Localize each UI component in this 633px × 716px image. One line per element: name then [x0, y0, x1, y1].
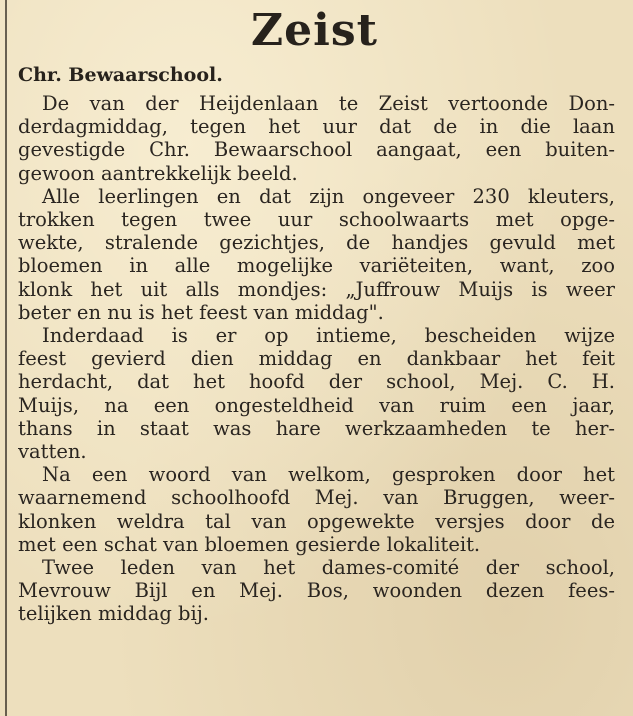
- article-line: gevestigde Chr. Bewaarschool aangaat, een buiten-: [18, 138, 615, 162]
- article-line: waarnemend schoolhoofd Mej. van Bruggen, weer-: [18, 486, 615, 510]
- article-line: klonk het uit alls mondjes: „Juffrouw Muijs is weer: [18, 277, 615, 301]
- article-line: telijken middag bij.: [18, 602, 209, 626]
- article-line: met een schat van bloemen gesierde lokaliteit.: [18, 532, 481, 556]
- article-line: beter en nu is het feest van middag".: [18, 300, 384, 324]
- article-subheading: Chr. Bewaarschool.: [18, 64, 223, 86]
- column-rule: [5, 0, 7, 716]
- article-line: klonken weldra tal van opgewekte versjes door de: [18, 509, 615, 533]
- page-title: Zeist: [251, 5, 378, 56]
- article-line: De van der Heijdenlaan te Zeist vertoonde Don-: [42, 92, 615, 115]
- article-line: vatten.: [18, 440, 87, 464]
- article-line: derdagmiddag, tegen het uur dat de in die laan: [18, 115, 615, 139]
- article-line: thans in staat was hare werkzaamheden te her-: [18, 416, 615, 440]
- article-line: herdacht, dat het hoofd der school, Mej. C. H.: [18, 370, 615, 394]
- article-line: feest gevierd dien middag en dankbaar het feit: [18, 347, 615, 371]
- article-line: Na een woord van welkom, gesproken door het: [42, 463, 615, 487]
- article-line: bloemen in alle mogelijke variëteiten, want, zoo: [18, 254, 615, 278]
- article-body: [18, 92, 615, 626]
- article-line: Mevrouw Bijl en Mej. Bos, woonden dezen fees-: [18, 579, 615, 603]
- article-line: Muijs, na een ongesteldheid van ruim een jaar,: [18, 393, 615, 417]
- article-line: gewoon aantrekkelijk beeld.: [18, 161, 298, 185]
- article-line: Inderdaad is er op intieme, bescheiden wijze: [42, 324, 615, 348]
- article-line: Twee leden van het dames-comité der school,: [42, 556, 615, 580]
- article-line: trokken tegen twee uur schoolwaarts met opge-: [18, 208, 615, 232]
- article-line: wekte, stralende gezichtjes, de handjes gevuld met: [18, 231, 615, 255]
- article-line: Alle leerlingen en dat zijn ongeveer 230 kleuters,: [42, 184, 615, 208]
